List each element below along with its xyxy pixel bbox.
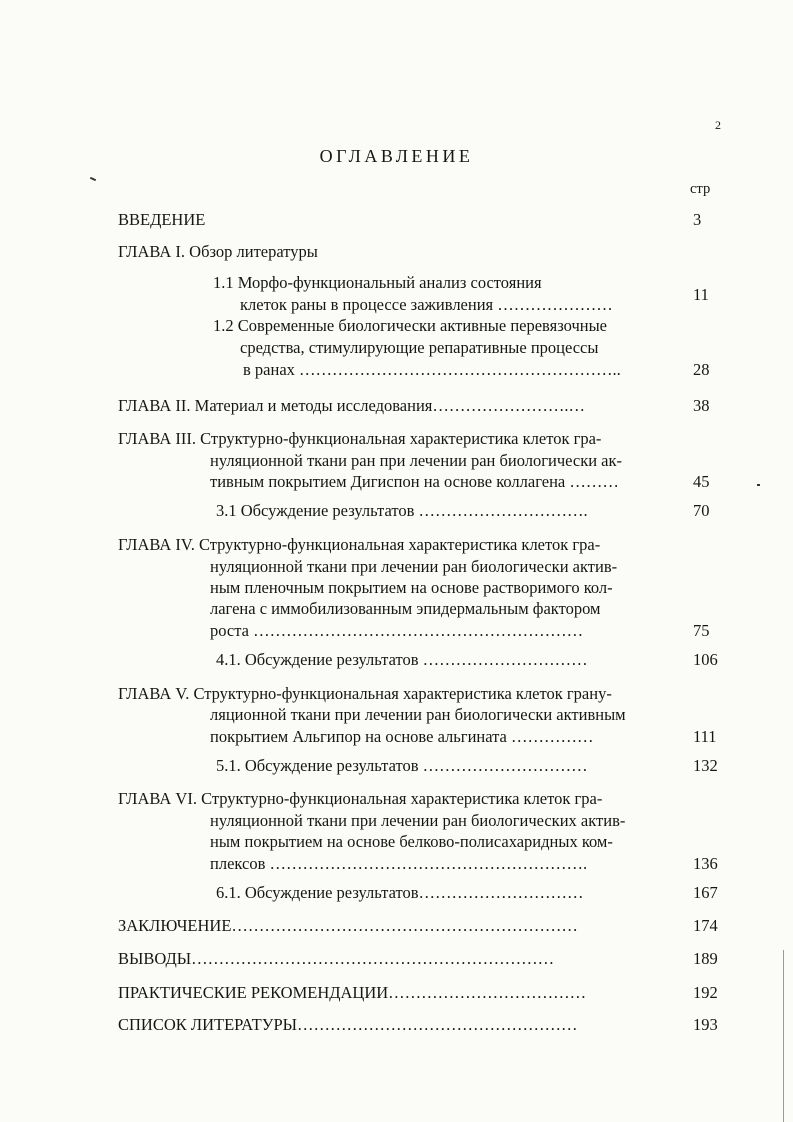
toc-section-4-1: 4.1. Обсуждение результатов …………………………	[216, 650, 588, 669]
toc-section-1-2-line1: 1.2 Современные биологически активные перевязочные	[213, 316, 607, 335]
toc-chapter-6-line1: ГЛАВА VI. Структурно-функциональная характеристика клеток гра-	[118, 789, 603, 808]
toc-page-recommendations: 192	[693, 983, 718, 1002]
toc-page-4-1: 106	[693, 650, 718, 669]
toc-entry-findings: ВЫВОДЫ…………………………………………………………	[118, 949, 555, 968]
toc-section-5-1: 5.1. Обсуждение результатов …………………………	[216, 756, 588, 775]
toc-page-findings: 189	[693, 949, 718, 968]
toc-page-intro: 3	[693, 210, 702, 229]
toc-entry-intro: ВВЕДЕНИЕ	[118, 210, 206, 229]
toc-chapter-2: ГЛАВА II. Материал и методы исследования…………………….…	[118, 396, 585, 415]
toc-section-1-2-line3: в ранах …………………………………………………..	[243, 360, 621, 379]
page-column-header: стр	[690, 181, 711, 197]
scan-speck	[90, 177, 96, 181]
toc-page-2: 38	[693, 396, 710, 415]
toc-chapter-5-line1: ГЛАВА V. Структурно-функциональная характеристика клеток грану-	[118, 684, 612, 703]
toc-chapter-4-line3: ным пленочным покрытием на основе растворимого кол-	[210, 578, 613, 597]
scan-speck	[757, 484, 760, 486]
toc-entry-recommendations: ПРАКТИЧЕСКИЕ РЕКОМЕНДАЦИИ………………………………	[118, 983, 587, 1002]
toc-chapter-1: ГЛАВА I. Обзор литературы	[118, 242, 318, 261]
toc-chapter-4-line2: нуляционной ткани при лечении ран биологически актив-	[210, 557, 618, 576]
page-number: 2	[715, 118, 721, 132]
toc-chapter-3-line2: нуляционной ткани ран при лечении ран биологически ак-	[210, 451, 623, 470]
toc-chapter-6-line3: ным покрытием на основе белково-полисахаридных ком-	[210, 832, 613, 851]
toc-section-1-2-line2: средства, стимулирующие репаративные процессы	[240, 338, 599, 357]
toc-page-6-1: 167	[693, 883, 718, 902]
toc-page-references: 193	[693, 1015, 718, 1034]
toc-page-5-1: 132	[693, 756, 718, 775]
toc-chapter-6-line4: плексов ………………………………………………….	[210, 854, 588, 873]
toc-chapter-3-line3: тивным покрытием Дигиспон на основе коллагена ………	[210, 472, 619, 491]
toc-page-3: 45	[693, 472, 710, 491]
toc-page-6: 136	[693, 854, 718, 873]
toc-chapter-4-line5: роста ……………………………………………………	[210, 621, 584, 640]
toc-section-1-1-line1: 1.1 Морфо-функциональный анализ состояния	[213, 273, 542, 292]
toc-chapter-5-line2: ляционной ткани при лечении ран биологически активным	[210, 705, 626, 724]
toc-entry-conclusion: ЗАКЛЮЧЕНИЕ………………………………………………………	[118, 916, 578, 935]
toc-page-4: 75	[693, 621, 710, 640]
toc-page-5: 111	[693, 727, 717, 746]
toc-chapter-4-line1: ГЛАВА IV. Структурно-функциональная характеристика клеток гра-	[118, 535, 601, 554]
toc-chapter-3-line1: ГЛАВА III. Структурно-функциональная характеристика клеток гра-	[118, 429, 602, 448]
toc-section-6-1: 6.1. Обсуждение результатов…………………………	[216, 883, 584, 902]
toc-chapter-4-line4: лагена с иммобилизованным эпидермальным фактором	[210, 599, 601, 618]
toc-page-1-2: 28	[693, 360, 710, 379]
toc-page-3-1: 70	[693, 501, 710, 520]
toc-section-1-1-line2: клеток раны в процессе заживления …………………	[240, 295, 613, 314]
scan-edge-line	[783, 950, 784, 1122]
toc-page-1-1: 11	[693, 285, 709, 304]
toc-section-3-1: 3.1 Обсуждение результатов ………………………….	[216, 501, 588, 520]
toc-entry-references: СПИСОК ЛИТЕРАТУРЫ……………………………………………	[118, 1015, 578, 1034]
toc-page-conclusion: 174	[693, 916, 718, 935]
page-title: ОГЛАВЛЕНИЕ	[319, 146, 474, 166]
toc-chapter-6-line2: нуляционной ткани при лечении ран биологических актив-	[210, 811, 626, 830]
toc-chapter-5-line3: покрытием Альгипор на основе альгината ……………	[210, 727, 594, 746]
